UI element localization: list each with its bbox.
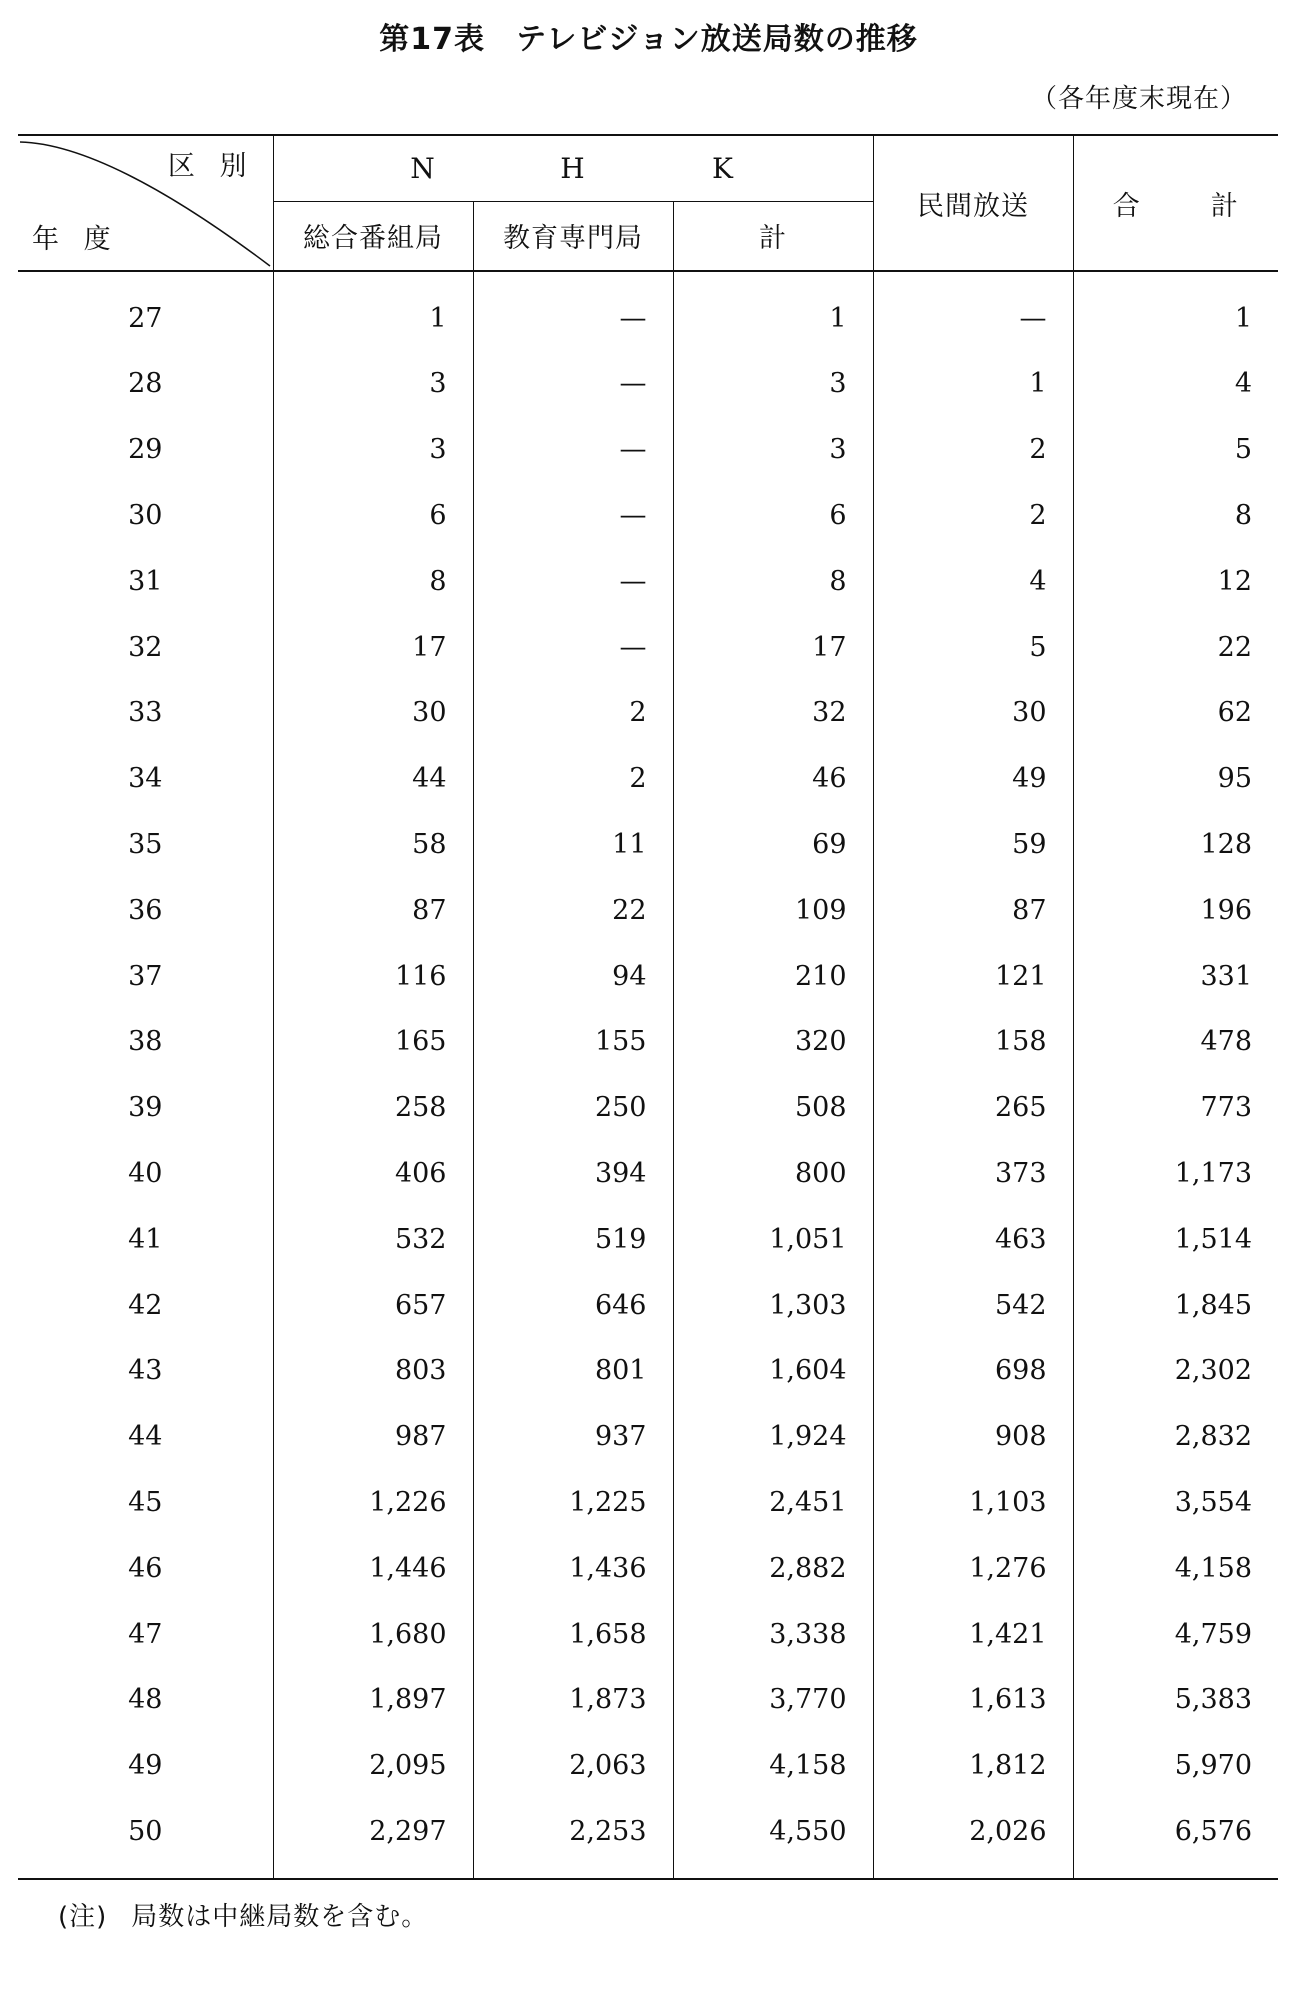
year-cell: 29: [18, 417, 273, 483]
private-cell: 5: [873, 614, 1073, 680]
private-cell: 542: [873, 1272, 1073, 1338]
nhk-subtotal-cell: 3: [673, 351, 873, 417]
year-cell: 41: [18, 1206, 273, 1272]
nhk-educational-cell: 394: [473, 1141, 673, 1207]
private-cell: 1,276: [873, 1535, 1073, 1601]
nhk-subtotal-cell: 17: [673, 614, 873, 680]
table-row: [18, 1535, 1278, 1601]
nhk-letter-k: K: [712, 151, 734, 185]
as-of-note: （各年度末現在）: [1030, 84, 1247, 114]
total-cell: 4,158: [1174, 1552, 1253, 1584]
nhk-educational-cell: 155: [473, 1009, 673, 1075]
nhk-subtotal-cell: 3: [673, 417, 873, 483]
nhk-educational-cell: 937: [473, 1404, 673, 1470]
nhk-general-cell: 1,446: [273, 1535, 473, 1601]
nhk-general-cell: 165: [273, 1009, 473, 1075]
table-row: [18, 812, 1278, 878]
nhk-subtotal-cell: 1,051: [673, 1206, 873, 1272]
private-cell: 1,103: [873, 1470, 1073, 1536]
private-cell: 87: [873, 877, 1073, 943]
nhk-subtotal-header: 計: [673, 201, 873, 271]
corner-year-label: 年 度: [32, 224, 119, 255]
table-row: [18, 680, 1278, 746]
nhk-general-cell: 6: [273, 483, 473, 549]
footnote-text: 局数は中継局数を含む。: [131, 1902, 429, 1932]
year-cell: 27: [18, 271, 273, 351]
nhk-general-cell: 8: [273, 548, 473, 614]
total-cell: 2,302: [1174, 1355, 1253, 1387]
nhk-educational-cell: —: [473, 417, 673, 483]
nhk-general-cell: 2,095: [273, 1733, 473, 1799]
private-cell: 265: [873, 1075, 1073, 1141]
nhk-general-cell: 17: [273, 614, 473, 680]
table-row: [18, 417, 1278, 483]
total-header-char-1: 合: [1112, 190, 1141, 222]
nhk-subtotal-cell: 1,924: [673, 1404, 873, 1470]
total-cell: 773: [1200, 1092, 1253, 1124]
private-cell: 1,613: [873, 1667, 1073, 1733]
private-cell: 908: [873, 1404, 1073, 1470]
total-cell: 8: [1234, 499, 1253, 531]
nhk-general-cell: 44: [273, 746, 473, 812]
nhk-educational-cell: 2,063: [473, 1733, 673, 1799]
year-cell: 31: [18, 548, 273, 614]
nhk-educational-cell: 519: [473, 1206, 673, 1272]
nhk-general-cell: 1: [273, 271, 473, 351]
private-cell: 59: [873, 812, 1073, 878]
nhk-subtotal-cell: 2,451: [673, 1470, 873, 1536]
nhk-subtotal-cell: 3,338: [673, 1601, 873, 1667]
total-cell: 331: [1200, 960, 1253, 992]
year-cell: 44: [18, 1404, 273, 1470]
nhk-educational-cell: 2: [473, 746, 673, 812]
private-cell: —: [873, 271, 1073, 351]
nhk-educational-cell: —: [473, 483, 673, 549]
year-cell: 42: [18, 1272, 273, 1338]
private-cell: 2,026: [873, 1799, 1073, 1879]
nhk-general-cell: 803: [273, 1338, 473, 1404]
year-cell: 28: [18, 351, 273, 417]
nhk-subtotal-cell: 4,550: [673, 1799, 873, 1879]
nhk-general-cell: 58: [273, 812, 473, 878]
nhk-subtotal-cell: 1: [673, 271, 873, 351]
total-cell: 6,576: [1073, 1799, 1278, 1879]
year-cell: 40: [18, 1141, 273, 1207]
table-row: [18, 1470, 1278, 1536]
nhk-subtotal-cell: 1,303: [673, 1272, 873, 1338]
nhk-subtotal-cell: 46: [673, 746, 873, 812]
page-title: 第17表 テレビジョン放送局数の推移: [379, 22, 918, 57]
nhk-subtotal-cell: 109: [673, 877, 873, 943]
nhk-educational-cell: 1,658: [473, 1601, 673, 1667]
table-row: [18, 548, 1278, 614]
table-body: [18, 271, 1278, 1879]
nhk-general-cell: 1,897: [273, 1667, 473, 1733]
nhk-subtotal-cell: 210: [673, 943, 873, 1009]
year-cell: 49: [18, 1733, 273, 1799]
year-cell: 39: [18, 1075, 273, 1141]
nhk-general-cell: 532: [273, 1206, 473, 1272]
table-row: [18, 1141, 1278, 1207]
nhk-subtotal-cell: 800: [673, 1141, 873, 1207]
nhk-subtotal-cell: 3,770: [673, 1667, 873, 1733]
nhk-general-cell: 258: [273, 1075, 473, 1141]
total-cell: 1: [1234, 303, 1253, 334]
total-cell: 1,173: [1174, 1157, 1253, 1189]
total-cell: 62: [1217, 697, 1253, 729]
table-row: [18, 614, 1278, 680]
nhk-educational-cell: —: [473, 614, 673, 680]
year-cell: 38: [18, 1009, 273, 1075]
private-cell: 373: [873, 1141, 1073, 1207]
nhk-general-cell: 30: [273, 680, 473, 746]
table-row: [18, 1272, 1278, 1338]
total-cell: 128: [1200, 828, 1253, 860]
nhk-educational-cell: 1,225: [473, 1470, 673, 1536]
nhk-educational-cell: 1,436: [473, 1535, 673, 1601]
table-row: [18, 1733, 1278, 1799]
total-cell: 1,514: [1174, 1223, 1253, 1255]
year-cell: 34: [18, 746, 273, 812]
table-row: [18, 1206, 1278, 1272]
total-cell: 12: [1217, 565, 1253, 597]
nhk-educational-cell: 11: [473, 812, 673, 878]
private-cell: 463: [873, 1206, 1073, 1272]
table-row: [18, 1601, 1278, 1667]
year-cell: 37: [18, 943, 273, 1009]
nhk-educational-cell: —: [473, 271, 673, 351]
nhk-educational-cell: 22: [473, 877, 673, 943]
private-cell: 1: [873, 351, 1073, 417]
footnote-label: (注): [58, 1902, 108, 1932]
table-row: [18, 746, 1278, 812]
private-cell: 30: [873, 680, 1073, 746]
nhk-educational-cell: 1,873: [473, 1667, 673, 1733]
total-header-char-2: 計: [1210, 190, 1239, 222]
broadcast-stations-table: [18, 134, 1278, 1880]
nhk-educational-cell: 646: [473, 1272, 673, 1338]
nhk-general-cell: 657: [273, 1272, 473, 1338]
year-cell: 48: [18, 1667, 273, 1733]
nhk-educational-cell: —: [473, 548, 673, 614]
table-row: [18, 1404, 1278, 1470]
nhk-general-cell: 1,226: [273, 1470, 473, 1536]
total-cell: 5,383: [1174, 1684, 1253, 1716]
nhk-educational-cell: 801: [473, 1338, 673, 1404]
footnote: [58, 1896, 428, 1933]
corner-header-cell: [18, 135, 273, 271]
nhk-general-cell: 406: [273, 1141, 473, 1207]
table-row: [18, 877, 1278, 943]
nhk-general-cell: 87: [273, 877, 473, 943]
private-cell: 2: [873, 483, 1073, 549]
private-cell: 1,812: [873, 1733, 1073, 1799]
nhk-letter-n: N: [410, 151, 436, 185]
table-row: [18, 1338, 1278, 1404]
total-cell: 4,759: [1174, 1618, 1253, 1650]
total-cell: 3,554: [1174, 1486, 1253, 1518]
year-cell: 30: [18, 483, 273, 549]
nhk-general-cell: 3: [273, 417, 473, 483]
nhk-general-cell: 3: [273, 351, 473, 417]
corner-category-label: 区 別: [167, 151, 255, 182]
private-cell: 4: [873, 548, 1073, 614]
private-cell: 121: [873, 943, 1073, 1009]
total-cell: 196: [1200, 894, 1253, 926]
year-cell: 33: [18, 680, 273, 746]
nhk-educational-cell: —: [473, 351, 673, 417]
total-cell: 4: [1234, 368, 1253, 400]
year-cell: 32: [18, 614, 273, 680]
year-cell: 35: [18, 812, 273, 878]
total-cell: 22: [1217, 631, 1253, 663]
table-row: [18, 1799, 1278, 1879]
nhk-subtotal-cell: 8: [673, 548, 873, 614]
table-row: [18, 271, 1278, 351]
year-cell: 36: [18, 877, 273, 943]
year-cell: 47: [18, 1601, 273, 1667]
nhk-group-header: [273, 135, 873, 201]
private-cell: 158: [873, 1009, 1073, 1075]
total-cell: 1,845: [1174, 1289, 1253, 1321]
nhk-subtotal-cell: 2,882: [673, 1535, 873, 1601]
nhk-letter-h: H: [560, 151, 586, 185]
nhk-subtotal-cell: 4,158: [673, 1733, 873, 1799]
nhk-subtotal-cell: 1,604: [673, 1338, 873, 1404]
nhk-general-cell: 116: [273, 943, 473, 1009]
total-cell: 2,832: [1174, 1421, 1253, 1453]
nhk-subtotal-cell: 32: [673, 680, 873, 746]
nhk-educational-cell: 250: [473, 1075, 673, 1141]
year-cell: 43: [18, 1338, 273, 1404]
year-cell: 50: [18, 1799, 273, 1879]
table-row: [18, 1667, 1278, 1733]
year-cell: 45: [18, 1470, 273, 1536]
private-header: 民間放送: [873, 135, 1073, 271]
nhk-general-cell: 2,297: [273, 1799, 473, 1879]
nhk-subtotal-cell: 69: [673, 812, 873, 878]
nhk-subtotal-cell: 6: [673, 483, 873, 549]
private-cell: 1,421: [873, 1601, 1073, 1667]
private-cell: 49: [873, 746, 1073, 812]
nhk-general-cell: 1,680: [273, 1601, 473, 1667]
total-header: [1073, 135, 1278, 271]
private-cell: 698: [873, 1338, 1073, 1404]
nhk-subtotal-cell: 320: [673, 1009, 873, 1075]
nhk-educational-cell: 2,253: [473, 1799, 673, 1879]
total-cell: 5,970: [1174, 1750, 1253, 1782]
nhk-general-header: 総合番組局: [273, 201, 473, 271]
table-row: [18, 943, 1278, 1009]
total-cell: 95: [1217, 763, 1253, 795]
nhk-educational-header: 教育専門局: [473, 201, 673, 271]
nhk-educational-cell: 94: [473, 943, 673, 1009]
table-row: [18, 1009, 1278, 1075]
year-cell: 46: [18, 1535, 273, 1601]
nhk-general-cell: 987: [273, 1404, 473, 1470]
nhk-subtotal-cell: 508: [673, 1075, 873, 1141]
table-row: [18, 351, 1278, 417]
table-row: [18, 1075, 1278, 1141]
nhk-educational-cell: 2: [473, 680, 673, 746]
total-cell: 478: [1200, 1026, 1253, 1058]
table-row: [18, 483, 1278, 549]
private-cell: 2: [873, 417, 1073, 483]
total-cell: 5: [1234, 434, 1253, 466]
